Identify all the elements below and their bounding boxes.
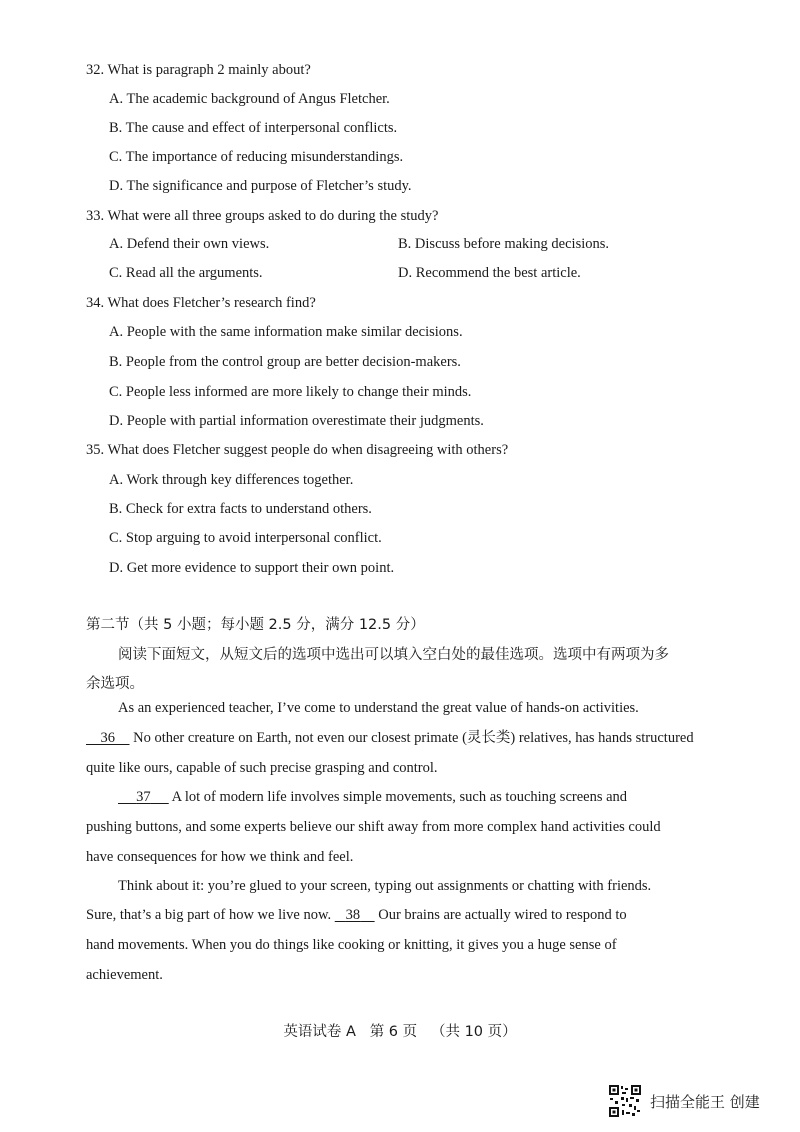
blank-37: 37 (136, 789, 151, 805)
question-35-option-a: A. Work through key differences together. (109, 472, 354, 488)
question-34-stem: 34. What does Fletcher’s research find? (86, 295, 316, 311)
question-32-option-b: B. The cause and effect of interpersonal conflicts. (109, 120, 398, 136)
section-2-heading: 第二节（共 5 小题；每小题 2.5 分，满分 12.5 分） (86, 617, 425, 633)
question-34-option-d: D. People with partial information overestimate their judgments. (109, 413, 484, 429)
question-34-option-c: C. People less informed are more likely to change their minds. (109, 384, 472, 400)
passage-p2-line1: 37 A lot of modern life involves simple movements, such as touching screens and (118, 788, 734, 806)
question-34-option-b: B. People from the control group are better decision-makers. (109, 354, 461, 370)
scanner-watermark (608, 1084, 760, 1118)
passage-p2-line3: have consequences for how we think and feel. (86, 849, 354, 865)
question-32-option-c: C. The importance of reducing misunderstandings. (109, 149, 404, 165)
blank-36: 36 (100, 730, 115, 746)
question-34-option-a: A. People with the same information make similar decisions. (109, 324, 463, 340)
passage-p1-line2: 36 No other creature on Earth, not even our closest primate (灵长类) relatives, has hands structured (86, 729, 702, 747)
passage-p3-line4: achievement. (86, 967, 163, 983)
passage-p1-line3: quite like ours, capable of such precise grasping and control. (86, 760, 438, 776)
question-33-option-a: A. Defend their own views. (109, 236, 270, 252)
passage-p3-line3: hand movements. When you do things like cooking or knitting, it gives you a huge sense of (86, 937, 617, 953)
question-35-option-c: C. Stop arguing to avoid interpersonal conflict. (109, 530, 382, 546)
question-33-option-b: B. Discuss before making decisions. (398, 236, 610, 252)
question-33-stem: 33. What were all three groups asked to do during the study? (86, 208, 439, 224)
question-35-option-d: D. Get more evidence to support their own point. (109, 560, 395, 576)
question-35-option-b: B. Check for extra facts to understand others. (109, 501, 372, 517)
question-32-option-d: D. The significance and purpose of Fletcher’s study. (109, 178, 412, 194)
passage-p2-line2: pushing buttons, and some experts believe our shift away from more complex hand activities could (86, 819, 661, 835)
watermark-text: 扫描全能王 创建 (650, 1092, 760, 1111)
passage-p3-line1: Think about it: you’re glued to your screen, typing out assignments or chatting with friends. (118, 878, 652, 894)
passage-p3-line2: Sure, that’s a big part of how we live now. 38 Our brains are actually wired to respond to (86, 907, 627, 923)
section-2-instruction-line1: 阅读下面短文，从短文后的选项中选出可以填入空白处的最佳选项。选项中有两项为多 (118, 647, 669, 663)
question-33-option-c: C. Read all the arguments. (109, 265, 263, 281)
section-2-instruction-line2: 余选项。 (86, 676, 144, 692)
passage-p1-line1: As an experienced teacher, I’ve come to understand the great value of hands-on activities. (118, 700, 639, 716)
qr-code-icon (608, 1084, 642, 1118)
question-32-stem: 32. What is paragraph 2 mainly about? (86, 62, 311, 78)
page-footer: 英语试卷 A 第 6 页 （共 10 页） (283, 1024, 517, 1040)
question-35-stem: 35. What does Fletcher suggest people do when disagreeing with others? (86, 442, 509, 458)
question-33-option-d: D. Recommend the best article. (398, 265, 581, 281)
blank-38: 38 (345, 907, 361, 923)
question-32-option-a: A. The academic background of Angus Fletcher. (109, 91, 390, 107)
